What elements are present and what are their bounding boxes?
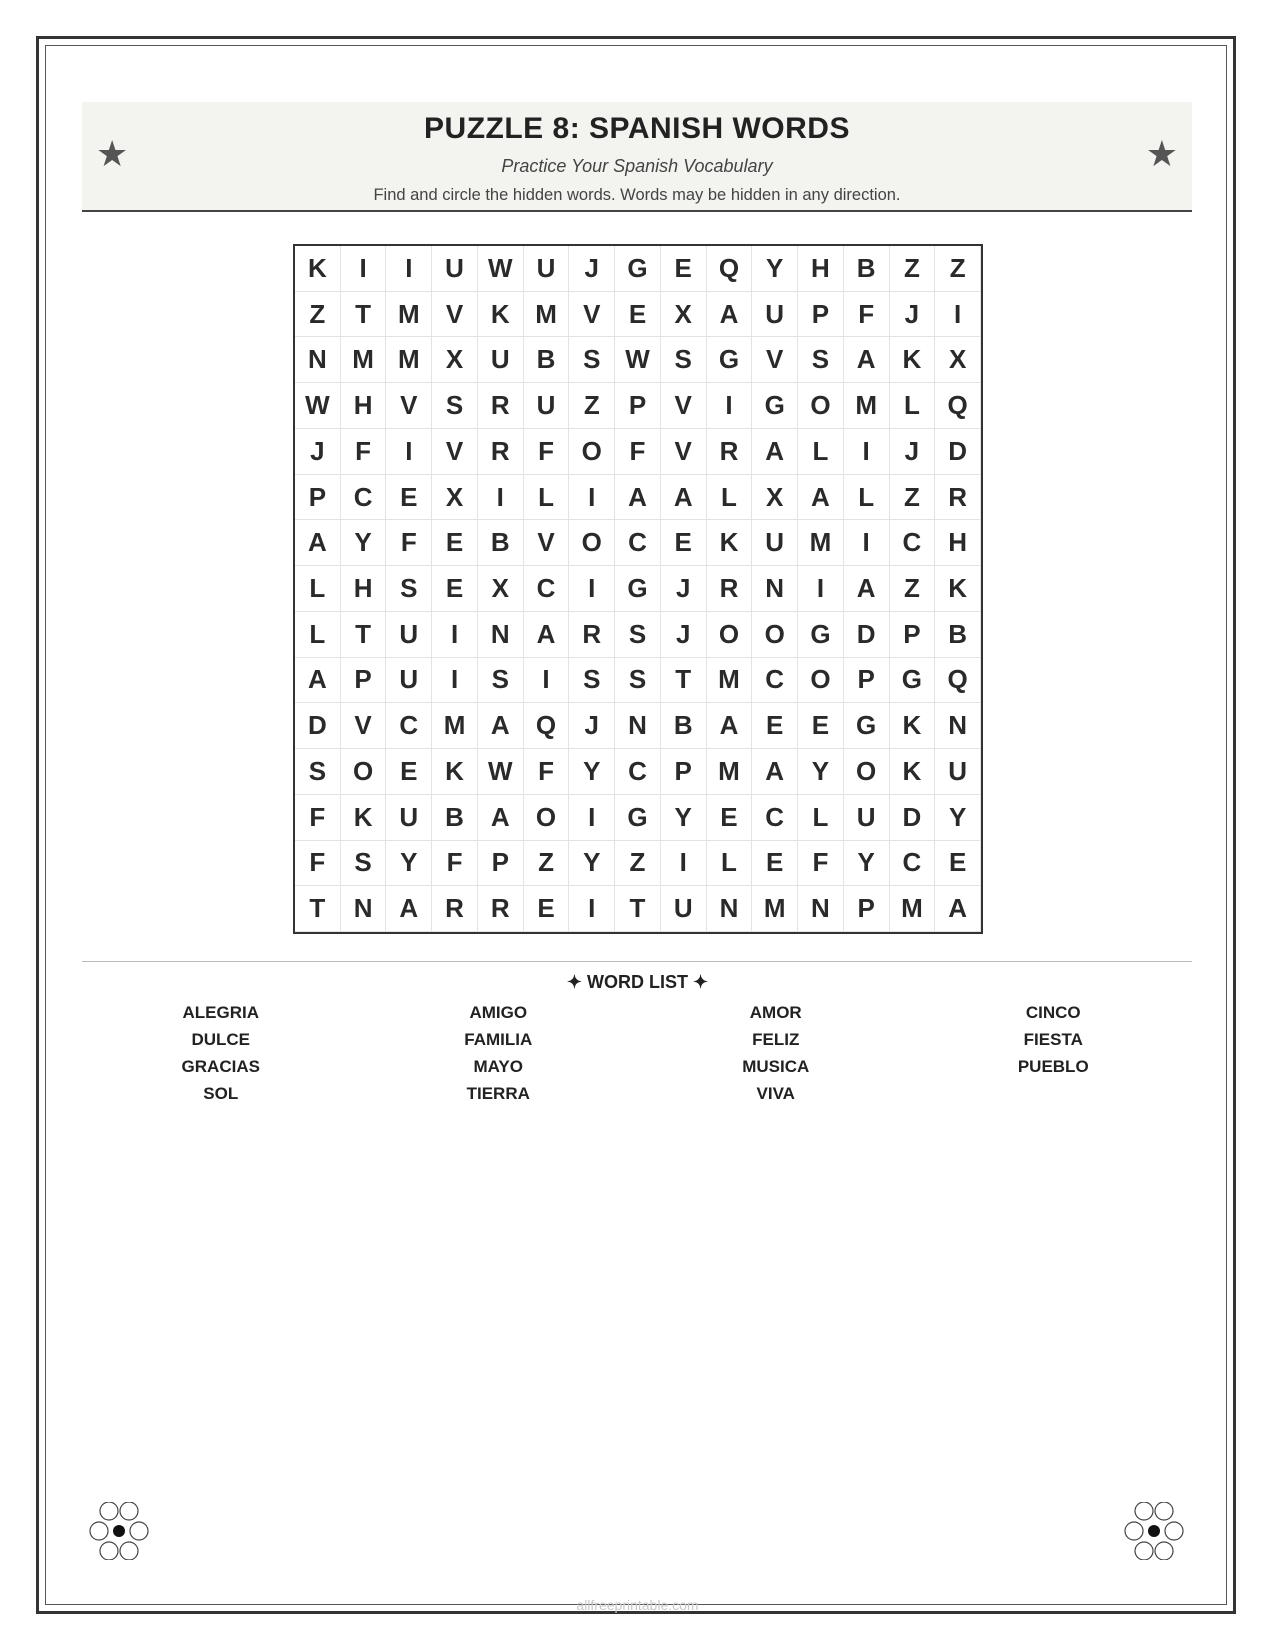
grid-cell: Y xyxy=(569,841,615,887)
grid-cell: U xyxy=(844,795,890,841)
grid-cell: Z xyxy=(524,841,570,887)
star-icon: ★ xyxy=(1145,133,1178,174)
grid-cell: H xyxy=(341,566,387,612)
grid-cell: D xyxy=(890,795,936,841)
grid-cell: U xyxy=(935,749,981,795)
grid-cell: C xyxy=(752,795,798,841)
grid-cell: A xyxy=(844,337,890,383)
grid-cell: Q xyxy=(707,246,753,292)
grid-cell: P xyxy=(798,292,844,338)
grid-cell: Y xyxy=(935,795,981,841)
grid-cell: I xyxy=(386,429,432,475)
grid-cell: U xyxy=(386,795,432,841)
grid-cell: C xyxy=(752,658,798,704)
word-list-item: VIVA xyxy=(756,1084,795,1103)
grid-cell: F xyxy=(844,292,890,338)
grid-cell: U xyxy=(524,383,570,429)
grid-cell: M xyxy=(524,292,570,338)
grid-cell: E xyxy=(935,841,981,887)
grid-cell: O xyxy=(798,383,844,429)
grid-cell: V xyxy=(661,383,707,429)
grid-cell: N xyxy=(341,886,387,932)
grid-cell: R xyxy=(707,566,753,612)
grid-cell: V xyxy=(386,383,432,429)
word-list-item: MAYO xyxy=(473,1057,523,1076)
grid-cell: I xyxy=(524,658,570,704)
grid-cell: J xyxy=(295,429,341,475)
grid-cell: G xyxy=(615,246,661,292)
grid-cell: T xyxy=(295,886,341,932)
grid-cell: J xyxy=(569,703,615,749)
grid-cell: T xyxy=(341,612,387,658)
grid-cell: L xyxy=(798,429,844,475)
grid-cell: Y xyxy=(386,841,432,887)
grid-cell: C xyxy=(615,749,661,795)
grid-cell: Q xyxy=(935,658,981,704)
word-list-item: FELIZ xyxy=(752,1030,800,1049)
grid-cell: F xyxy=(524,429,570,475)
grid-cell: Z xyxy=(890,566,936,612)
grid-cell: M xyxy=(752,886,798,932)
grid-cell: E xyxy=(661,520,707,566)
grid-cell: I xyxy=(935,292,981,338)
page-title: PUZZLE 8: SPANISH WORDS xyxy=(424,112,850,145)
grid-cell: E xyxy=(386,475,432,521)
grid-cell: Z xyxy=(295,292,341,338)
grid-cell: P xyxy=(844,886,890,932)
grid-cell: S xyxy=(798,337,844,383)
puzzle-header xyxy=(82,102,1192,212)
grid-cell: B xyxy=(661,703,707,749)
grid-cell: V xyxy=(432,429,478,475)
grid-cell: L xyxy=(295,612,341,658)
grid-cell: I xyxy=(569,886,615,932)
grid-cell: F xyxy=(432,841,478,887)
grid-cell: V xyxy=(661,429,707,475)
grid-cell: F xyxy=(341,429,387,475)
grid-cell: L xyxy=(890,383,936,429)
grid-cell: P xyxy=(615,383,661,429)
grid-cell: J xyxy=(661,612,707,658)
grid-cell: W xyxy=(478,246,524,292)
grid-cell: E xyxy=(386,749,432,795)
grid-cell: N xyxy=(935,703,981,749)
grid-cell: G xyxy=(752,383,798,429)
grid-cell: G xyxy=(615,566,661,612)
grid-cell: M xyxy=(386,337,432,383)
grid-cell: E xyxy=(707,795,753,841)
grid-cell: F xyxy=(295,841,341,887)
grid-cell: K xyxy=(890,703,936,749)
grid-cell: I xyxy=(707,383,753,429)
grid-cell: M xyxy=(798,520,844,566)
grid-cell: A xyxy=(295,658,341,704)
grid-cell: I xyxy=(661,841,707,887)
grid-cell: Q xyxy=(935,383,981,429)
word-list-item: AMIGO xyxy=(469,1003,528,1022)
grid-cell: Y xyxy=(844,841,890,887)
grid-cell: I xyxy=(386,246,432,292)
grid-cell: I xyxy=(798,566,844,612)
grid-cell: T xyxy=(341,292,387,338)
grid-cell: A xyxy=(752,429,798,475)
grid-cell: W xyxy=(295,383,341,429)
grid-cell: I xyxy=(569,566,615,612)
grid-cell: F xyxy=(386,520,432,566)
grid-cell: U xyxy=(386,658,432,704)
grid-cell: L xyxy=(524,475,570,521)
grid-cell: D xyxy=(844,612,890,658)
grid-cell: Y xyxy=(798,749,844,795)
grid-cell: B xyxy=(935,612,981,658)
grid-cell: I xyxy=(569,795,615,841)
footer-watermark: allfreeprintable.com xyxy=(576,1597,699,1613)
grid-cell: O xyxy=(569,429,615,475)
grid-cell: U xyxy=(524,246,570,292)
grid-cell: R xyxy=(432,886,478,932)
grid-cell: N xyxy=(798,886,844,932)
word-list-item: GRACIAS xyxy=(181,1057,260,1076)
grid-cell: E xyxy=(752,841,798,887)
grid-cell: E xyxy=(615,292,661,338)
word-list-item: MUSICA xyxy=(742,1057,810,1076)
grid-cell: R xyxy=(478,383,524,429)
grid-cell: A xyxy=(707,703,753,749)
word-search-grid xyxy=(293,244,983,934)
grid-cell: E xyxy=(752,703,798,749)
grid-cell: X xyxy=(661,292,707,338)
instructions: Find and circle the hidden words. Words may be hidden in any direction. xyxy=(373,186,901,204)
grid-cell: B xyxy=(844,246,890,292)
grid-cell: G xyxy=(615,795,661,841)
grid-cell: C xyxy=(386,703,432,749)
grid-cell: A xyxy=(935,886,981,932)
grid-cell: C xyxy=(524,566,570,612)
grid-cell: K xyxy=(295,246,341,292)
grid-cell: A xyxy=(707,292,753,338)
grid-cell: V xyxy=(569,292,615,338)
grid-cell: R xyxy=(478,886,524,932)
grid-cell: U xyxy=(432,246,478,292)
grid-cell: S xyxy=(569,658,615,704)
grid-cell: Z xyxy=(890,246,936,292)
grid-cell: N xyxy=(752,566,798,612)
grid-cell: I xyxy=(432,658,478,704)
grid-cell: Y xyxy=(752,246,798,292)
grid-cell: P xyxy=(844,658,890,704)
grid-cell: U xyxy=(752,292,798,338)
grid-cell: L xyxy=(798,795,844,841)
grid-cell: G xyxy=(707,337,753,383)
grid-cell: O xyxy=(524,795,570,841)
grid-cell: O xyxy=(569,520,615,566)
word-list-item: PUEBLO xyxy=(1017,1057,1089,1076)
grid-cell: X xyxy=(752,475,798,521)
grid-cell: Y xyxy=(661,795,707,841)
grid-cell: P xyxy=(661,749,707,795)
grid-cell: N xyxy=(295,337,341,383)
grid-cell: V xyxy=(524,520,570,566)
grid-cell: N xyxy=(478,612,524,658)
grid-cell: I xyxy=(432,612,478,658)
grid-cell: A xyxy=(615,475,661,521)
grid-cell: K xyxy=(707,520,753,566)
divider xyxy=(82,961,1192,962)
word-list-item: DULCE xyxy=(191,1030,251,1049)
grid-cell: S xyxy=(661,337,707,383)
grid-cell: Y xyxy=(569,749,615,795)
grid-cell: A xyxy=(295,520,341,566)
grid-cell: P xyxy=(295,475,341,521)
grid-cell: R xyxy=(478,429,524,475)
grid-cell: J xyxy=(661,566,707,612)
grid-cell: B xyxy=(432,795,478,841)
grid-cell: R xyxy=(935,475,981,521)
grid-cell: P xyxy=(341,658,387,704)
grid-cell: B xyxy=(524,337,570,383)
word-list-item: ALEGRIA xyxy=(182,1003,259,1022)
grid-cell: L xyxy=(844,475,890,521)
star-icon: ★ xyxy=(96,133,129,174)
grid-cell: M xyxy=(707,658,753,704)
grid-cell: A xyxy=(386,886,432,932)
word-list-item: FAMILIA xyxy=(464,1030,533,1049)
grid-cell: U xyxy=(478,337,524,383)
grid-cell: D xyxy=(935,429,981,475)
grid-cell: Q xyxy=(524,703,570,749)
grid-cell: F xyxy=(524,749,570,795)
grid-cell: K xyxy=(890,749,936,795)
grid-cell: M xyxy=(890,886,936,932)
grid-cell: E xyxy=(432,566,478,612)
grid-cell: G xyxy=(798,612,844,658)
grid-cell: F xyxy=(295,795,341,841)
grid-cell: G xyxy=(844,703,890,749)
grid-cell: K xyxy=(935,566,981,612)
grid-cell: M xyxy=(341,337,387,383)
grid-cell: I xyxy=(844,429,890,475)
grid-cell: H xyxy=(798,246,844,292)
grid-cell: X xyxy=(478,566,524,612)
word-list-item: SOL xyxy=(203,1084,239,1103)
grid-cell: X xyxy=(432,475,478,521)
grid-cell: C xyxy=(341,475,387,521)
grid-cell: B xyxy=(478,520,524,566)
page-subtitle: Practice Your Spanish Vocabulary xyxy=(501,156,773,176)
grid-cell: X xyxy=(432,337,478,383)
grid-cell: E xyxy=(524,886,570,932)
grid-cell: S xyxy=(341,841,387,887)
grid-cell: H xyxy=(935,520,981,566)
grid-cell: I xyxy=(844,520,890,566)
grid-cell: K xyxy=(432,749,478,795)
grid-cell: W xyxy=(615,337,661,383)
grid-cell: V xyxy=(432,292,478,338)
grid-cell: F xyxy=(798,841,844,887)
grid-cell: Y xyxy=(341,520,387,566)
grid-cell: J xyxy=(569,246,615,292)
grid-cell: Z xyxy=(935,246,981,292)
grid-cell: Z xyxy=(569,383,615,429)
flower-ornament-icon xyxy=(88,1502,150,1560)
grid-cell: J xyxy=(890,292,936,338)
grid-cell: S xyxy=(432,383,478,429)
grid-cell: K xyxy=(890,337,936,383)
grid-cell: E xyxy=(798,703,844,749)
grid-cell: P xyxy=(478,841,524,887)
grid-cell: A xyxy=(478,795,524,841)
word-list xyxy=(82,1003,1192,1103)
grid-cell: D xyxy=(295,703,341,749)
grid-cell: C xyxy=(890,841,936,887)
grid-cell: A xyxy=(798,475,844,521)
grid-cell: M xyxy=(386,292,432,338)
grid-cell: K xyxy=(478,292,524,338)
grid-cell: S xyxy=(569,337,615,383)
flower-ornament-icon xyxy=(1123,1502,1185,1560)
grid-cell: A xyxy=(661,475,707,521)
grid-cell: A xyxy=(844,566,890,612)
grid-cell: M xyxy=(844,383,890,429)
word-list-title: ✦ WORD LIST ✦ xyxy=(566,972,709,992)
grid-cell: G xyxy=(890,658,936,704)
word-list-item: FIESTA xyxy=(1023,1030,1083,1049)
grid-cell: L xyxy=(707,841,753,887)
grid-cell: T xyxy=(615,886,661,932)
grid-cell: Z xyxy=(890,475,936,521)
grid-cell: R xyxy=(707,429,753,475)
grid-cell: M xyxy=(432,703,478,749)
grid-cell: E xyxy=(661,246,707,292)
word-list-item: TIERRA xyxy=(466,1084,530,1103)
grid-cell: W xyxy=(478,749,524,795)
grid-cell: C xyxy=(890,520,936,566)
grid-cell: S xyxy=(295,749,341,795)
grid-cell: O xyxy=(341,749,387,795)
grid-cell: I xyxy=(341,246,387,292)
grid-cell: S xyxy=(615,658,661,704)
grid-cell: C xyxy=(615,520,661,566)
grid-cell: N xyxy=(615,703,661,749)
grid-cell: A xyxy=(478,703,524,749)
grid-cell: V xyxy=(341,703,387,749)
grid-cell: A xyxy=(524,612,570,658)
grid-cell: Z xyxy=(615,841,661,887)
grid-cell: I xyxy=(478,475,524,521)
grid-cell: H xyxy=(341,383,387,429)
grid-cell: O xyxy=(752,612,798,658)
grid-cell: O xyxy=(707,612,753,658)
grid-cell: O xyxy=(798,658,844,704)
grid-cell: I xyxy=(569,475,615,521)
word-list-item: CINCO xyxy=(1025,1003,1081,1022)
grid-cell: K xyxy=(341,795,387,841)
grid-cell: J xyxy=(890,429,936,475)
grid-cell: F xyxy=(615,429,661,475)
word-list-item: AMOR xyxy=(749,1003,802,1022)
grid-cell: U xyxy=(661,886,707,932)
grid-cell: S xyxy=(386,566,432,612)
grid-cell: L xyxy=(707,475,753,521)
grid-cell: U xyxy=(752,520,798,566)
grid-cell: V xyxy=(752,337,798,383)
grid-cell: S xyxy=(615,612,661,658)
grid-cell: R xyxy=(569,612,615,658)
grid-cell: X xyxy=(935,337,981,383)
grid-cell: U xyxy=(386,612,432,658)
grid-cell: E xyxy=(432,520,478,566)
grid-cell: S xyxy=(478,658,524,704)
grid-cell: L xyxy=(295,566,341,612)
grid-cell: O xyxy=(844,749,890,795)
grid-cell: A xyxy=(752,749,798,795)
grid-cell: T xyxy=(661,658,707,704)
grid-cell: P xyxy=(890,612,936,658)
grid-cell: N xyxy=(707,886,753,932)
grid-cell: M xyxy=(707,749,753,795)
